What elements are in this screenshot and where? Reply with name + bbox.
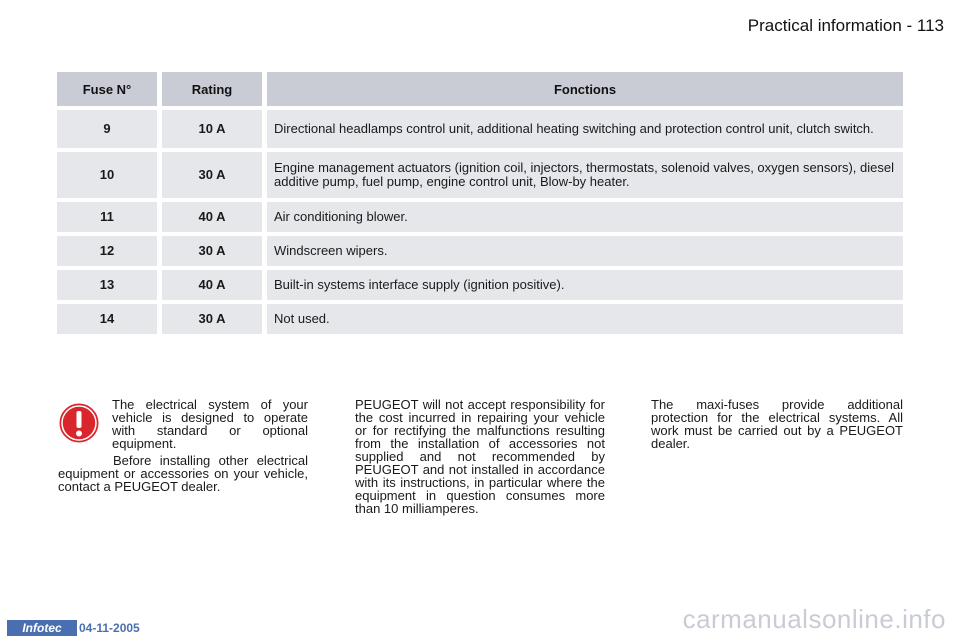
column-header-fuse: Fuse N° — [57, 72, 157, 106]
warning-exclamation-icon — [58, 402, 100, 444]
fuse-function: Air conditioning blower. — [262, 202, 903, 232]
fuse-number: 14 — [57, 304, 157, 334]
responsibility-note — [355, 398, 605, 515]
note-paragraph: The electrical system of your vehicle is designed to operate with standard or optional equipment. — [112, 397, 308, 451]
table-row — [57, 110, 903, 148]
fuse-function: Not used. — [262, 304, 903, 334]
fuse-number: 10 — [57, 152, 157, 198]
fuse-number: 13 — [57, 270, 157, 300]
electrical-system-note — [112, 398, 308, 450]
fuse-rating: 40 A — [157, 270, 262, 300]
fuse-rating: 30 A — [157, 152, 262, 198]
table-row — [57, 236, 903, 266]
fuse-rating: 10 A — [157, 110, 262, 148]
note-paragraph: Before installing other electrical equipment or accessories on your vehicle, contact a PEUGEOT dealer. — [58, 453, 308, 494]
note-paragraph: The maxi-fuses provide additional protection for the electrical systems. All work must be carried out by a PEUGEOT dealer. — [651, 397, 903, 451]
fuse-function: Built-in systems interface supply (ignition positive). — [262, 270, 903, 300]
watermark: carmanualsonline.info — [682, 604, 946, 634]
fuse-function: Windscreen wipers. — [262, 236, 903, 266]
fuse-number: 9 — [57, 110, 157, 148]
column-header-rating: Rating — [157, 72, 262, 106]
fuse-number: 12 — [57, 236, 157, 266]
fuse-number: 11 — [57, 202, 157, 232]
page-header: Practical information - 113 — [747, 16, 944, 35]
installation-note — [58, 454, 308, 493]
fuse-table — [57, 68, 903, 338]
fuse-rating: 40 A — [157, 202, 262, 232]
fuse-function: Directional headlamps control unit, additional heating switching and protection control unit, clutch switch. — [262, 110, 903, 148]
print-date: 04-11-2005 — [79, 621, 140, 635]
column-header-functions: Fonctions — [262, 72, 903, 106]
table-row — [57, 270, 903, 300]
infotec-badge: Infotec — [7, 620, 77, 636]
note-paragraph: PEUGEOT will not accept responsibility for the cost incurred in repairing your vehicle or for rectifying the malfunctions resulting from the installation of accessories not supplied and not recommended by PEUGEOT and not installed in accordance with its instructions, in particular where the equipment in question consumes more than 10 milliamperes. — [355, 397, 605, 516]
fuse-rating: 30 A — [157, 304, 262, 334]
table-row — [57, 202, 903, 232]
table-row — [57, 304, 903, 334]
fuse-rating: 30 A — [157, 236, 262, 266]
table-header-row — [57, 72, 903, 106]
fuse-function: Engine management actuators (ignition coil, injectors, thermostats, solenoid valves, oxygen sensors), diesel additive pump, fuel pump, engine control unit, Blow-by heater. — [262, 152, 903, 198]
maxi-fuses-note — [651, 398, 903, 450]
table-row — [57, 152, 903, 198]
